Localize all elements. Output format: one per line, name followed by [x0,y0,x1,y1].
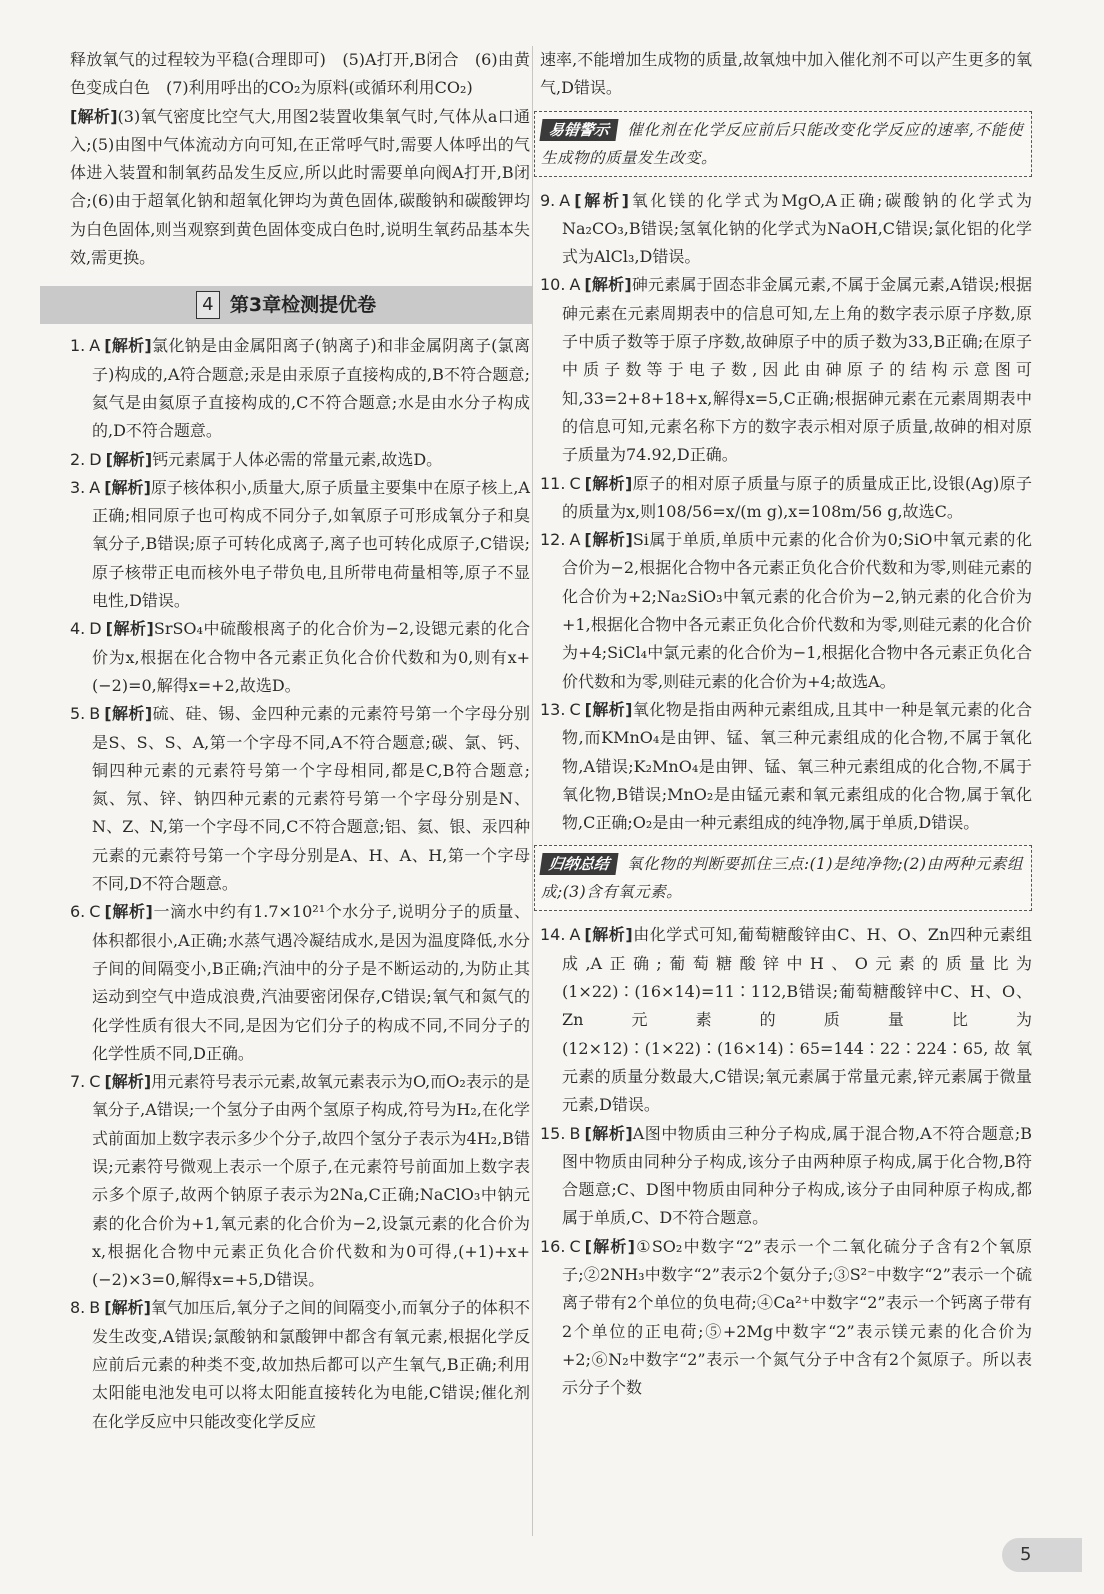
item-number: 12. [540,530,566,550]
item-answer: A [559,190,571,210]
mistake-warning-box [534,111,1032,177]
item-answer: C [89,902,101,922]
item-number: 11. [540,473,566,493]
left-column [70,46,530,1436]
item-answer: A [89,336,101,356]
item-answer: C [89,1072,101,1092]
item-analysis: Si属于单质,单质中元素的化合价为0;SiO中氧元素的化合价为−2,根据化合物中各元素正负化合价代数和为零,则硅元素的化合价为+2;Na₂SiO₃中氧元素的化合价为−2,钠元素的化合价为+1,根据化合物中各元素正负化合价代数和为零,则硅元素的化合价为+4;SiCl₄中氯元素的化合价为−1,根据化合物中各元素正负化合价代数和为零,则硅元素的化合价为+4;故选A。 [562,530,1032,691]
summary-text: 氧化物的判断要抓住三点:(1)是纯净物;(2)由两种元素组成;(3)含有氧元素。 [541,855,1023,902]
analysis-tag: [解析] [584,275,632,295]
analysis-text: (3)氧气密度比空气大,用图2装置收集氧气时,气体从a口通入;(5)由图中气体流动方向可知,在正常呼气时,需要人体呼出的气体进入装置和制氧药品发生反应,所以此时需要单向阀A打开,B闭合;(6)由于超氧化钠和超氧化钾均为黄色固体,碳酸钠和碳酸钾均为白色固体,则当观察到黄色固体变成白色时,说明生氧药品基本失效,需更换。 [70,106,530,268]
item-analysis: 钙元素属于人体必需的常量元素,故选D。 [152,449,443,469]
item-analysis: 砷元素属于固态非金属元素,不属于金属元素,A错误;根据砷元素在元素周期表中的信息可知,左上角的数字表示原子序数,原子中质子数等于原子序数,故砷原子中的质子数为33,B正确;在原子中质子数等于电子数,因此由砷原子的结构示意图可知,33=2+8+18+x,解得x=5,C正确;根据砷元素在元素周期表中的信息可知,元素名称下方的数字表示相对原子质量,故砷的相对原子质量为74.92,D正确。 [562,275,1032,465]
analysis-tag: [解析] [104,336,152,356]
item-number: 15. [540,1123,566,1143]
continuation-answer: 释放氧气的过程较为平稳(合理即可) (5)A打开,B闭合 (6)由黄色变成白色 (7)利用呼出的CO₂为原料(或循环利用CO₂) [70,50,530,98]
answer-list-right-b [540,921,1032,1402]
item-number: 2. [70,449,86,469]
analysis-tag: [解析] [104,1072,152,1092]
analysis-tag: [解析] [104,477,151,497]
item-answer: C [569,699,581,719]
answer-item [70,446,530,474]
item-number: 3. [70,477,86,497]
item-number: 9. [540,190,556,210]
analysis-tag: [解析] [104,902,153,922]
right-column [540,46,1032,1402]
item-analysis: 氧化物是指由两种元素组成,且其中一种是氧元素的化合物,而KMnO₄是由钾、锰、氧三种元素组成的化合物,不属于氧化物,A错误;K₂MnO₄是由钾、锰、氧三种元素组成的化合物,不属于氧化物,B错误;MnO₂是由锰元素和氧元素组成的化合物,属于氧化物,C正确;O₂是由一种元素组成的纯净物,属于单质,D错误。 [562,699,1032,833]
mistake-warning-label: 易错警示 [539,119,618,141]
answer-item [70,1294,530,1435]
item-analysis: 用元素符号表示元素,故氧元素表示为O,而O₂表示的是氧分子,A错误;一个氢分子由两个氢原子构成,符号为H₂,在化学式前面加上数字表示多少个分子,故四个氢分子表示为4H₂,B错误;元素符号微观上表示一个原子,在元素符号前面加上数字表示多个原子,故两个钠原子表示为2Na,C正确;NaClO₃中钠元素的化合价为+1,氧元素的化合价为−2,设氯元素的化合价为x,根据化合物中元素正负化合价代数和为0可得,(+1)+x+(−2)×3=0,解得x=+5,D错误。 [92,1072,530,1290]
answer-list-left [70,332,530,1436]
analysis-tag: [解析] [584,925,633,945]
analysis-tag: [解析] [104,1298,151,1318]
item-number: 1. [70,336,86,356]
answer-item [70,615,530,700]
item-analysis: 原子的相对原子质量与原子的质量成正比,设银(Ag)原子的质量为x,则108/56=x/(m g),x=108m/56 g,故选C。 [562,473,1032,521]
item-number: 16. [540,1236,566,1256]
summary-box [534,845,1032,911]
answer-item [540,470,1032,527]
summary-label: 归纳总结 [539,853,618,875]
item-number: 7. [70,1072,86,1092]
analysis-tag: [解析] [584,530,633,550]
continuation-analysis [70,103,530,273]
analysis-tag: [解析] [70,106,118,126]
item-answer: C [569,473,581,493]
answer-item [540,1120,1032,1233]
answer-item [540,696,1032,837]
item-number: 5. [70,704,86,724]
item-number: 10. [540,275,566,295]
mistake-warning-text: 催化剂在化学反应前后只能改变化学反应的速率,不能使生成物的质量发生改变。 [541,120,1023,167]
item-answer: A [569,925,581,945]
item-analysis: 氧气加压后,氧分子之间的间隔变小,而氧分子的体积不发生改变,A错误;氯酸钠和氯酸钾中都含有氧元素,根据化学反应前后元素的种类不变,故加热后都可以产生氧气,B正确;利用太阳能电池发电可以将太阳能直接转化为电能,C错误;催化剂在化学反应中只能改变化学反应 [92,1298,530,1431]
answer-item [540,526,1032,696]
item-number: 13. [540,699,566,719]
item-answer: A [89,477,101,497]
answer-list-right-a [540,187,1032,838]
analysis-tag: [解析] [104,704,153,724]
column-divider [532,46,533,1536]
answer-item [70,1068,530,1294]
item-answer: C [569,1236,581,1256]
analysis-tag: [解析] [584,699,633,719]
answer-item [70,898,530,1068]
answer-item [540,921,1032,1119]
section-number: 4 [196,291,220,319]
item-analysis: SrSO₄中硫酸根离子的化合价为−2,设锶元素的化合价为x,根据在化合物中各元素正负化合价代数和为0,则有x+(−2)=0,解得x=+2,故选D。 [92,619,530,695]
answer-item [70,474,530,615]
answer-item [540,187,1032,272]
answer-item [70,332,530,445]
item-analysis: 由化学式可知,葡萄糖酸锌由C、H、O、Zn四种元素组成,A正确;葡萄糖酸锌中H、O元素的质量比为(1×22)∶(16×14)=11∶112,B错误;葡萄糖酸锌中C、H、O、Zn元素的质量比为(12×12)∶(1×22)∶(16×14)∶65=144∶22∶224∶65,故氧元素的质量分数最大,C错误;氧元素属于常量元素,锌元素属于微量元素,D错误。 [562,925,1032,1115]
item-analysis: 一滴水中约有1.7×10²¹个水分子,说明分子的质量、体积都很小,A正确;水蒸气遇冷凝结成水,是因为温度降低,水分子间的间隔变小,B正确;汽油中的分子是不断运动的,为防止其运动到空气中造成浪费,汽油要密闭保存,C错误;氧气和氮气的化学性质有很大不同,是因为它们分子的构成不同,不同分子的化学性质不同,D正确。 [92,902,530,1063]
answer-item [70,700,530,898]
answer-item [540,271,1032,469]
item-analysis: 硫、硅、锡、金四种元素的元素符号第一个字母分别是S、S、S、A,第一个字母不同,A不符合题意;碳、氯、钙、铜四种元素的元素符号第一个字母相同,都是C,B符合题意;氮、氖、锌、钠四种元素的元素符号第一个字母分别是N、N、Z、N,第一个字母不同,C不符合题意;铝、氦、银、汞四种元素的元素符号第一个字母分别是A、H、A、H,第一个字母不同,D不符合题意。 [92,704,530,894]
answer-item [540,1233,1032,1403]
item-number: 8. [70,1298,86,1318]
item-analysis: A图中物质由三种分子构成,属于混合物,A不符合题意;B图中物质由同种分子构成,该分子由两种原子构成,属于化合物,B符合题意;C、D图中物质由同种分子构成,该分子由同种原子构成,都属于单质,C、D不符合题意。 [562,1123,1032,1228]
item-number: 6. [70,902,86,922]
section-header [40,286,532,324]
analysis-tag: [解析] [584,1123,633,1143]
analysis-tag: [解析] [105,619,154,639]
item-answer: A [569,530,581,550]
item-analysis: 氯化钠是由金属阳离子(钠离子)和非金属阴离子(氯离子)构成的,A符合题意;汞是由汞原子直接构成的,B不符合题意;氦气是由氦原子直接构成的,C不符合题意;水是由水分子构成的,D不符合题意。 [92,336,530,441]
item-answer: B [569,1123,581,1143]
item-analysis: 原子核体积小,质量大,原子质量主要集中在原子核上,A正确;相同原子也可构成不同分子,如氧原子可形成氧分子和臭氧分子,B错误;原子可转化成离子,离子也可转化成原子,C错误;原子核带正电而核外电子带负电,且所带电荷量相等,原子不显电性,D错误。 [92,477,530,611]
item-answer: B [89,704,101,724]
item-answer: B [89,1298,101,1318]
analysis-tag: [解析] [574,190,629,210]
item-answer: A [569,275,581,295]
page-number: 5 [1002,1538,1082,1572]
analysis-tag: [解析] [584,1236,635,1256]
item-number: 14. [540,925,566,945]
section-title: 第3章检测提优卷 [229,294,377,317]
item-analysis: ①SO₂中数字“2”表示一个二氧化硫分子含有2个氧原子;②2NH₃中数字“2”表示2个氨分子;③S²⁻中数字“2”表示一个硫离子带有2个单位的负电荷;④Ca²⁺中数字“2”表示一个钙离子带有2个单位的正电荷;⑤+2Mg中数字“2”表示镁元素的化合价为+2;⑥N₂中数字“2”表示一个氮气分子中含有2个氮原子。所以表示分子个数 [562,1236,1032,1398]
item-answer: D [89,449,102,469]
item-analysis: 氧化镁的化学式为MgO,A正确;碳酸钠的化学式为Na₂CO₃,B错误;氢氧化钠的化学式为NaOH,C错误;氯化铝的化学式为AlCl₃,D错误。 [562,190,1032,267]
continuation-text: 速率,不能增加生成物的质量,故氧烛中加入催化剂不可以产生更多的氧气,D错误。 [540,50,1032,98]
item-number: 4. [70,619,86,639]
analysis-tag: [解析] [105,449,153,469]
analysis-tag: [解析] [584,473,633,493]
item-answer: D [89,619,102,639]
